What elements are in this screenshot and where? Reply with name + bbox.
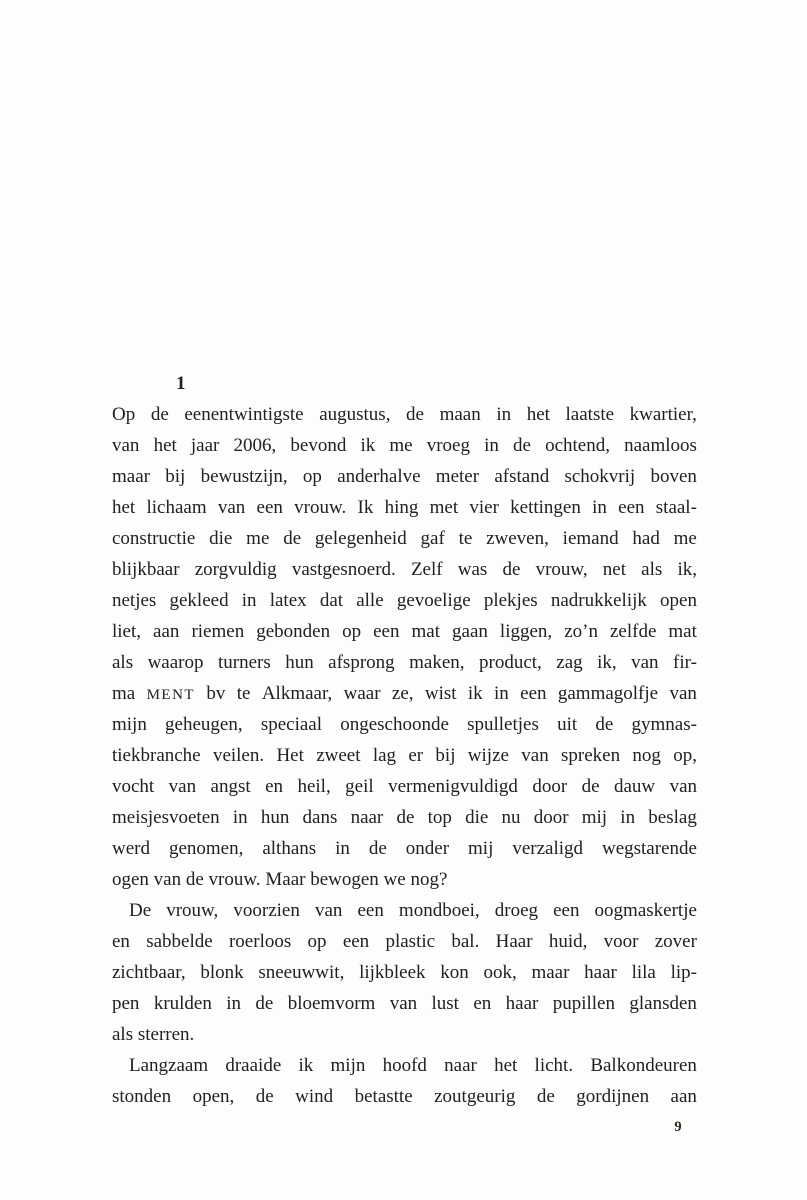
word: de [150,404,169,425]
word: speciaal [260,714,322,735]
word: gelegenheid [314,528,407,549]
word: van [314,900,343,921]
word: me [246,528,270,549]
word: boven [650,466,697,487]
word: riemen [191,621,245,642]
word: Het [276,745,304,766]
text-line [112,709,697,740]
word: geheugen, [165,714,243,735]
text-line [112,461,697,492]
text-line [112,771,697,802]
word: zweet [316,745,361,766]
word: ik, [677,559,697,580]
word: mat [668,621,697,642]
word: Haar [495,931,533,952]
text-line [112,430,697,461]
word: veilen. [212,745,265,766]
word: me [673,528,697,549]
word: er [408,745,424,766]
word: afstand [494,466,550,487]
word: dauw [613,776,656,797]
word: bevond [290,435,347,456]
word: gaan [452,621,488,642]
text-line: ogen van de vrouw. Maar bewogen we nog? [112,869,448,890]
word: mijn [112,714,147,735]
word: in [494,683,509,704]
word: door [532,776,568,797]
word: anderhalve [337,466,421,487]
word: naar [444,1055,477,1076]
word: vermenigvuldigd [388,776,518,797]
word: zoutgeurig [434,1086,516,1107]
word: pupillen [552,993,615,1014]
text-line [112,833,697,864]
word: bloemvorm [287,993,376,1014]
word: een [553,900,580,921]
word: dat [319,590,344,611]
word: draaide [225,1055,282,1076]
word: had [632,528,660,549]
word: Langzaam [129,1055,209,1076]
word: hoofd [382,1055,427,1076]
word: ochtend, [545,435,610,456]
word: wijze [467,745,509,766]
word: genomen, [168,838,244,859]
word: fir- [673,652,697,673]
word: een [256,497,283,518]
word: van [521,745,549,766]
text-line [112,399,697,430]
word: waarop [147,652,204,673]
text-line [112,647,697,678]
word: tiekbranche [112,745,201,766]
word: ik [360,435,376,456]
word: augustus, [319,404,391,425]
word: netjes [112,590,157,611]
word: blijkbaar [112,559,180,580]
word: blonk [200,962,244,983]
word: Alkmaar, [261,683,333,704]
word: en [265,776,284,797]
text-line [112,988,697,1019]
word: spreken [561,745,621,766]
word: vroeg [426,435,470,456]
word: de [581,776,600,797]
word: ze, [391,683,414,704]
word: te [236,683,251,704]
word: verzaligd [512,838,584,859]
word: gebonden [256,621,331,642]
word: iemand [562,528,619,549]
word: op, [673,745,697,766]
word: vrouw, [166,900,219,921]
word: de [396,807,415,828]
chapter-number: 1 [176,373,186,394]
word: geil [345,776,374,797]
word: De [129,900,152,921]
word: in [232,807,248,828]
word: hun [260,807,290,828]
word: van [389,993,418,1014]
word: de [502,559,521,580]
word: aan [153,621,180,642]
word: een [357,900,384,921]
word: maken, [409,652,465,673]
word: een [520,683,547,704]
text-line [112,678,697,709]
word: afsprong [328,652,395,673]
word: waar [343,683,381,704]
word: die [465,807,489,828]
word: de [536,1086,555,1107]
word: op [342,621,362,642]
word: aan [670,1086,697,1107]
word: in [241,590,257,611]
word: van [112,435,140,456]
word: en [473,993,492,1014]
word: sabbelde [146,931,213,952]
word: mat [411,621,441,642]
word: mij [468,838,494,859]
word: gordijnen [576,1086,650,1107]
word: van [631,652,659,673]
smallcaps-word: MENT [146,687,196,703]
word: onder [405,838,450,859]
word: lip- [670,962,697,983]
text-line [112,1081,697,1112]
word: het [526,404,550,425]
word: spulletjes [467,714,539,735]
word: vier [469,497,499,518]
word: nu [501,807,521,828]
word: stonden [112,1086,172,1107]
word: licht. [534,1055,574,1076]
word: het [494,1055,518,1076]
word: als [641,559,663,580]
word: open, [192,1086,235,1107]
word: maar [112,466,150,487]
word: ik, [597,652,617,673]
word: zweven, [486,528,549,549]
word: kettingen [510,497,581,518]
word: van [669,683,697,704]
word: lichaam [146,497,207,518]
word: de [368,838,387,859]
word: sneeuwwit, [258,962,345,983]
word: jaar [190,435,220,456]
text-line [112,926,697,957]
text-line [112,740,697,771]
word: open [660,590,697,611]
word: een [618,497,645,518]
word: lag [372,745,397,766]
word: dans [302,807,338,828]
word: net [602,559,627,580]
word: gevoelige [396,590,471,611]
word: lila [631,962,656,983]
word: gammagolfje [557,683,659,704]
word: meisjesvoeten [112,807,220,828]
word: vrouw, [535,559,588,580]
word: met [429,497,459,518]
word: nog [632,745,661,766]
word: haar [505,993,539,1014]
word: bal. [451,931,480,952]
word: me [389,435,413,456]
word: glansden [629,993,697,1014]
word: ook, [483,962,517,983]
word: gymnas- [631,714,697,735]
word: mij [581,807,608,828]
word: krulden [153,993,212,1014]
word: zag [556,652,583,673]
word: het [153,435,177,456]
word: in [484,435,499,456]
word: de [595,714,614,735]
word: vrouw. [294,497,347,518]
word: als [112,652,134,673]
word: Ik [357,497,374,518]
word: van [669,776,697,797]
word: heil, [297,776,331,797]
word: door [533,807,569,828]
text-line [112,895,697,926]
text-line [112,1050,697,1081]
word: maan [439,404,481,425]
word: op [302,466,322,487]
word: zichtbaar, [112,962,186,983]
word: wind [295,1086,334,1107]
word: meter [435,466,480,487]
word: bewustzijn, [200,466,288,487]
word: wist [424,683,457,704]
word: voor [603,931,639,952]
word: ik [467,683,483,704]
body-text [112,399,697,1112]
word: werd [112,838,150,859]
word: mondboei, [398,900,480,921]
text-line [112,523,697,554]
word: plekjes [483,590,538,611]
word: althans [262,838,317,859]
word: en [112,931,130,952]
word: naar [350,807,384,828]
word: Op [112,404,136,425]
word: te [458,528,473,549]
word: plastic [385,931,436,952]
word: het [112,497,136,518]
word: 2006, [233,435,277,456]
word: wegstarende [601,838,697,859]
text-line [112,492,697,523]
word: oogmaskertje [594,900,697,921]
text-line [112,585,697,616]
word: een [342,931,370,952]
text-line [112,802,697,833]
word: schokvrij [564,466,636,487]
page-number: 9 [674,1119,682,1135]
word: liggen, [499,621,553,642]
word: eenentwintigste [184,404,304,425]
word: bv [206,683,226,704]
word: ongeschoonde [340,714,449,735]
word: latex [269,590,307,611]
word: haar [584,962,617,983]
text-line [112,616,697,647]
word: bij [165,466,186,487]
word: hun [285,652,314,673]
word: zo’n [564,621,598,642]
word: de [406,404,424,425]
word: beslag [648,807,697,828]
word: vocht [112,776,155,797]
text-line [112,554,697,585]
word: gaf [420,528,445,549]
word: van [168,776,197,797]
word: ik [298,1055,314,1076]
word: hing [384,497,419,518]
word: de [255,1086,274,1107]
word: zover [654,931,697,952]
word: lust [431,993,459,1014]
word: van [217,497,246,518]
word: zorgvuldig [194,559,277,580]
word: staal- [655,497,697,518]
word: in [592,497,607,518]
word: gekleed [169,590,229,611]
word: ma [112,683,136,704]
word: op [307,931,327,952]
text-line [112,957,697,988]
word: roerloos [228,931,292,952]
word: naamloos [624,435,697,456]
word: de [283,528,302,549]
word: Balkondeuren [590,1055,697,1076]
word: angst [210,776,251,797]
word: pen [112,993,140,1014]
word: product, [479,652,542,673]
word: een [373,621,400,642]
word: voorzien [233,900,300,921]
word: betastte [354,1086,413,1107]
word: liet, [112,621,142,642]
word: constructie [112,528,196,549]
word: maar [531,962,570,983]
word: lijkbleek [359,962,426,983]
word: in [496,404,512,425]
word: in [226,993,242,1014]
word: droeg [494,900,539,921]
word: turners [217,652,271,673]
word: was [457,559,488,580]
word: zelfde [609,621,657,642]
text-block [112,368,697,1112]
word: vastgesnoerd. [291,559,396,580]
word: kwartier, [629,404,697,425]
word: kon [440,962,469,983]
word: huid, [548,931,588,952]
word: uit [557,714,578,735]
word: laatste [565,404,615,425]
word: alle [356,590,384,611]
word: in [335,838,350,859]
word: mijn [330,1055,366,1076]
word: de [255,993,274,1014]
word: Zelf [410,559,443,580]
word: in [620,807,636,828]
word: de [513,435,531,456]
word: top [427,807,452,828]
word: bij [435,745,456,766]
word: die [209,528,233,549]
word: nadrukkelijk [550,590,647,611]
text-line: als sterren. [112,1024,195,1045]
